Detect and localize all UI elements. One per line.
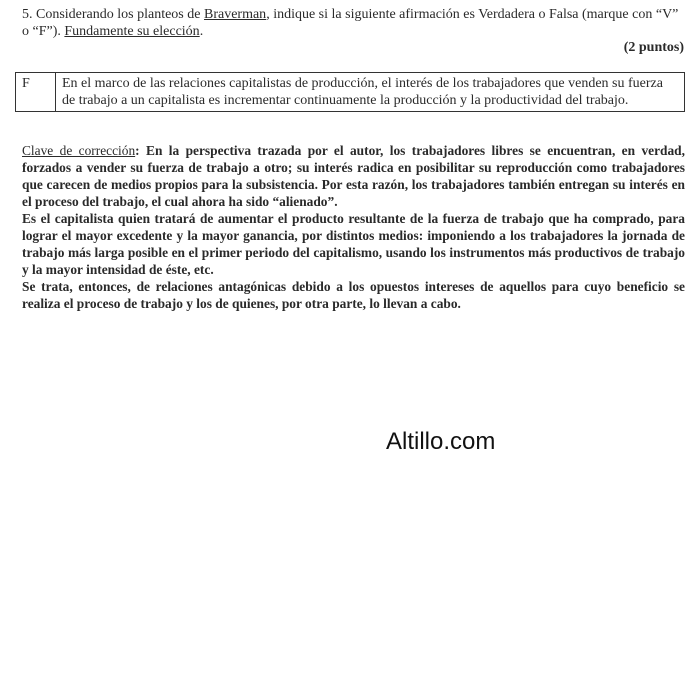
question-text xyxy=(22,6,686,40)
author-name: Braverman xyxy=(203,7,267,22)
correction-paragraph-1 xyxy=(22,142,685,210)
correction-paragraph-2: Es el capitalista quien tratará de aumentar el producto resultante de la fuerza de trabajo que ha comprado, para lograr el mayor excedente y la mayor ganancia, por distintos medios: imponiendo a los trabajadores la jornada de trabajo más larga posible en el primer periodo del capitalismo, usando los instrumentos más productivos de trabajo y la mayor intensidad de éste, etc. xyxy=(22,211,685,277)
correction-text-1: : En la perspectiva trazada por el autor, los trabajadores libres se encuentran, en verdad, forzados a vender su fuerza de trabajo a otro; su interés radica en posibilitar su reproducción como trabajadores que carecen de medios propios para la subsistencia. Por esta razón, los trabajadores también entregan su interés en el proceso del trabajo, el cual ahora ha sido “alienado”. xyxy=(22,143,685,209)
answer-row xyxy=(16,73,685,112)
correction-key xyxy=(22,142,685,312)
question-instruction: Fundamente su elección xyxy=(64,24,200,39)
answer-mark: F xyxy=(16,73,56,112)
correction-label: Clave de corrección xyxy=(22,143,136,158)
question-intro: 5. Considerando los planteos de xyxy=(22,7,204,22)
question-middle: , indique si la siguiente afirmación es Verdadera o Falsa (marque con “V” o “F”). xyxy=(22,7,679,39)
answer-table xyxy=(15,72,685,112)
correction-paragraph-3: Se trata, entonces, de relaciones antagónicas debido a los opuestos intereses de aquellos para cuyo beneficio se realiza el proceso de trabajo y los de quienes, por otra parte, lo llevan a cabo. xyxy=(22,279,685,311)
question-end: . xyxy=(199,24,204,39)
points-label: (2 puntos) xyxy=(623,40,684,55)
watermark: Altillo.com xyxy=(386,428,496,455)
answer-statement: En el marco de las relaciones capitalistas de producción, el interés de los trabajadores que venden su fuerza de trabajo a un capitalista es incrementar continuamente la producción y la productividad del trabajo. xyxy=(56,73,685,112)
